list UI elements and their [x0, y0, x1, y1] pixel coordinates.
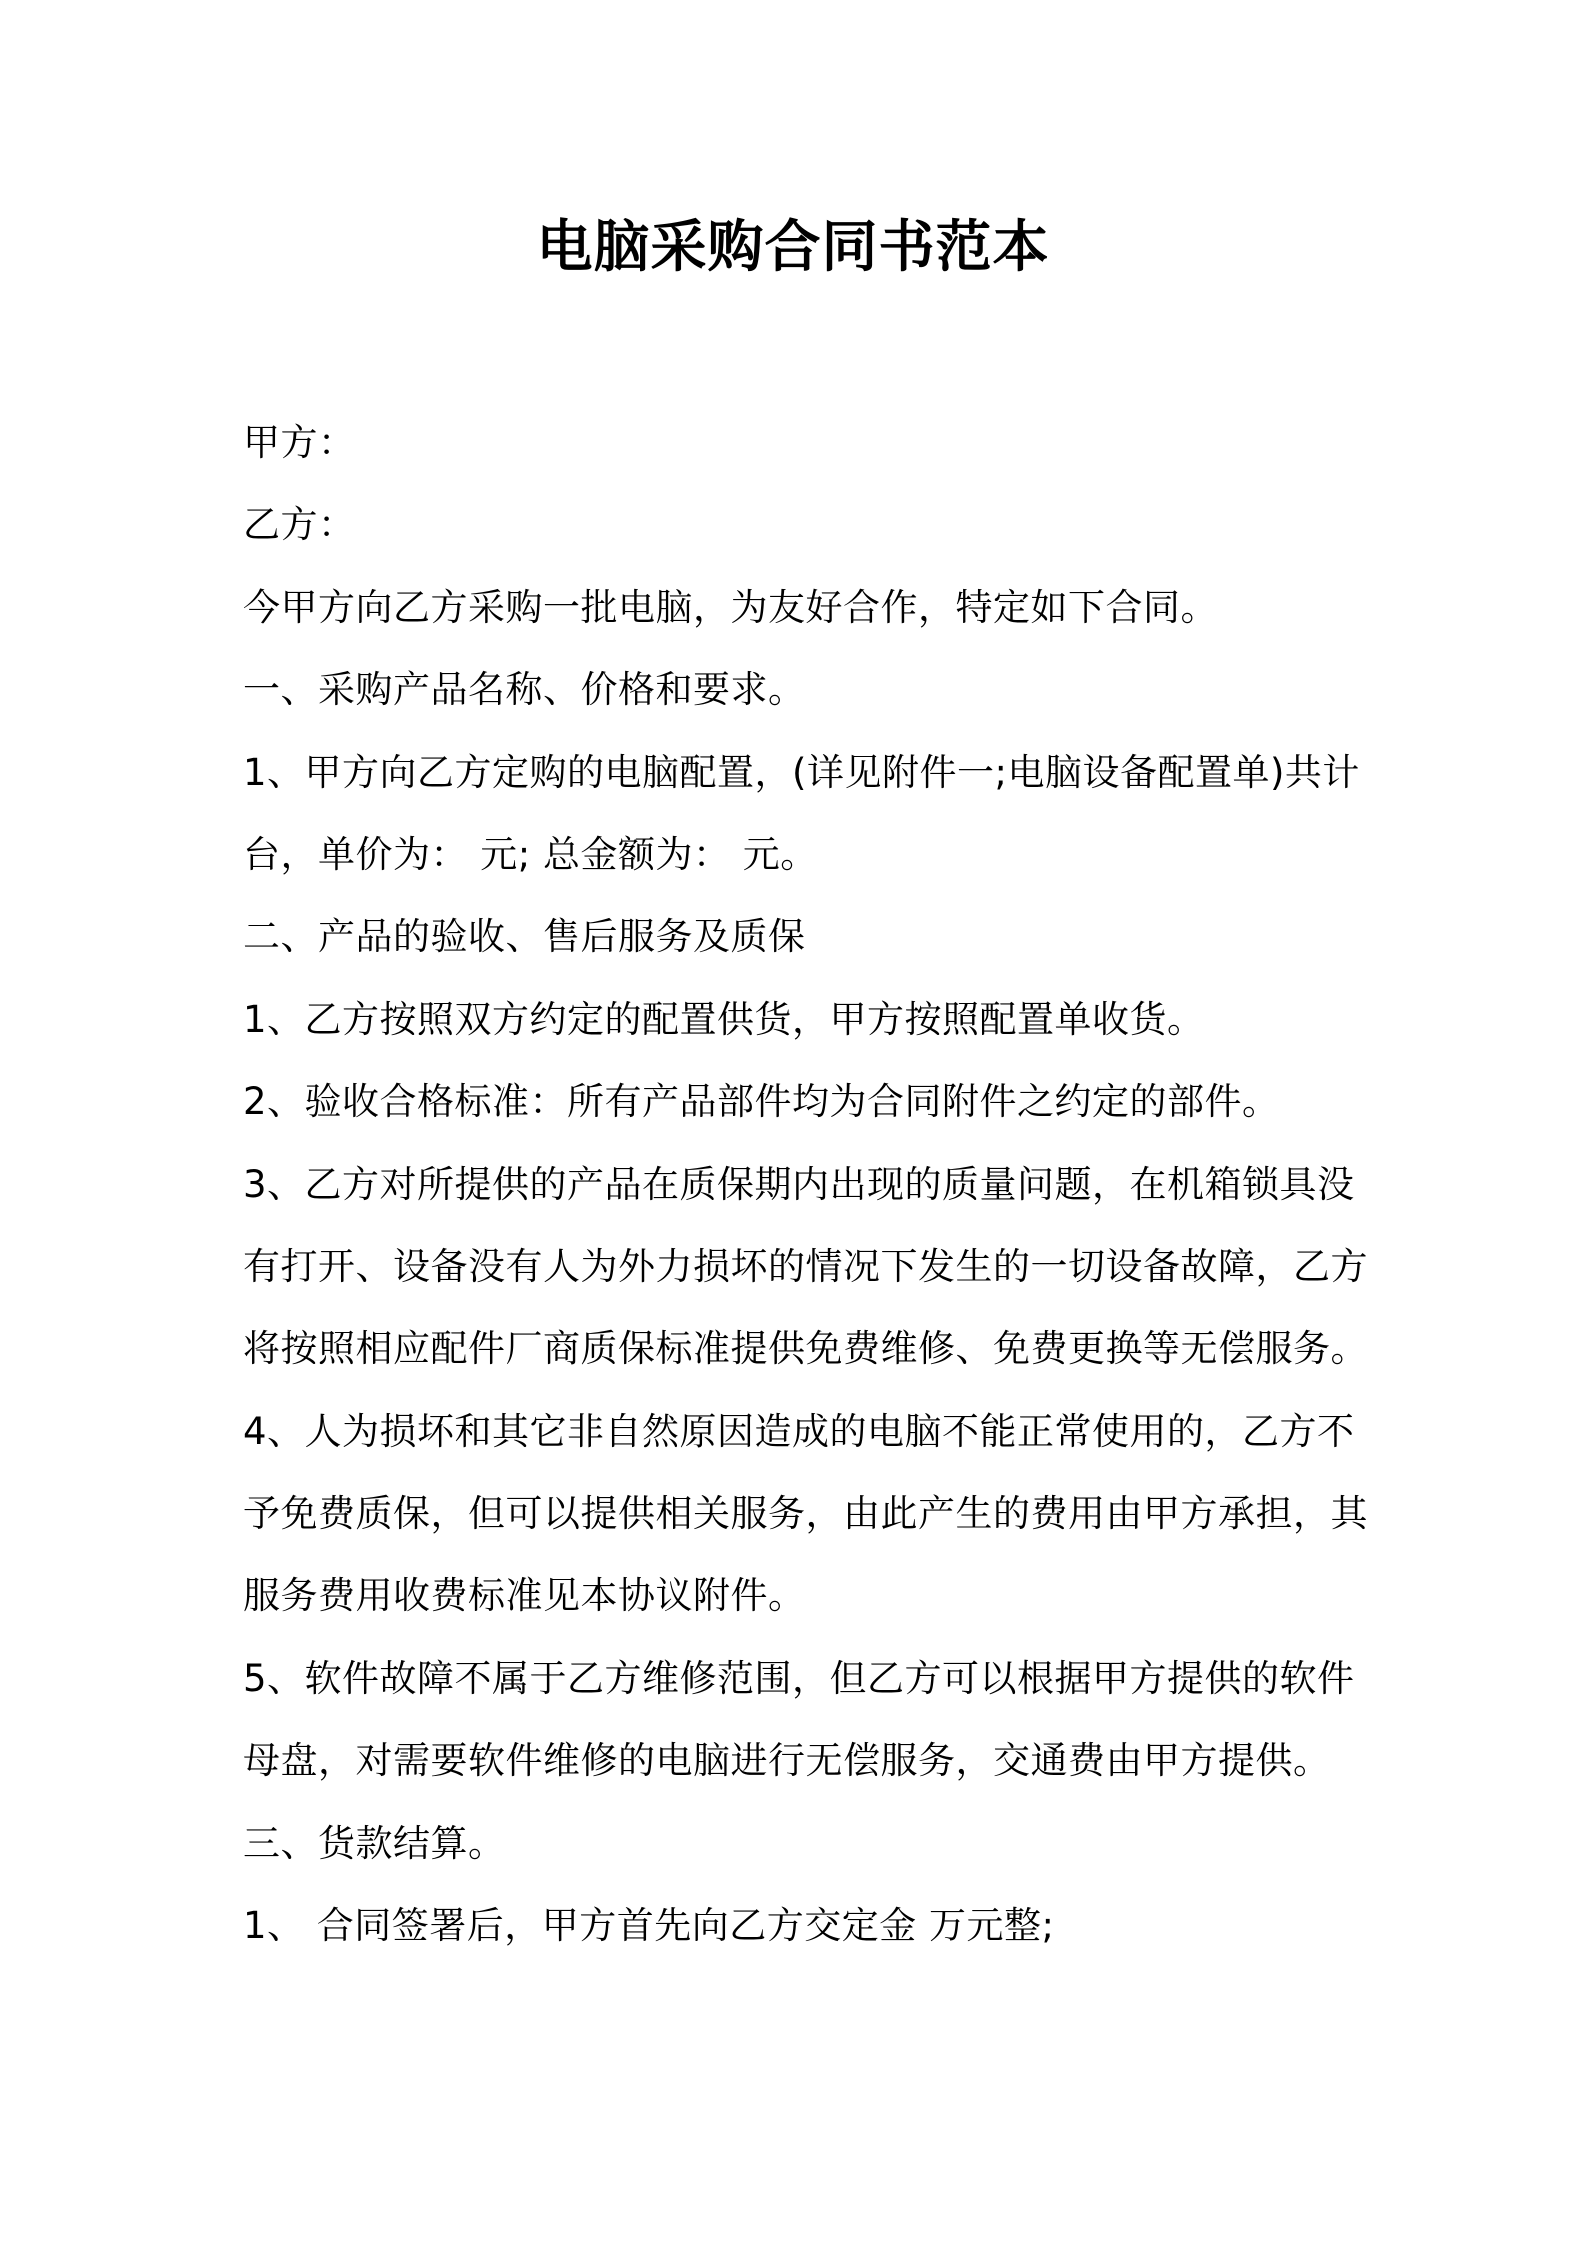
clause-1-1-line-2: 台，单价为： 元; 总金额为： 元。	[243, 832, 818, 876]
clause-2-5-line-1: 5、软件故障不属于乙方维修范围，但乙方可以根据甲方提供的软件	[243, 1656, 1355, 1700]
clause-2-1: 1、乙方按照双方约定的配置供货，甲方按照配置单收货。	[243, 997, 1205, 1041]
clause-3-1: 1、 合同签署后，甲方首先向乙方交定金 万元整;	[243, 1904, 1055, 1948]
party-a-line: 甲方：	[243, 421, 356, 464]
clause-2-2: 2、验收合格标准：所有产品部件均为合同附件之约定的部件。	[243, 1080, 1280, 1124]
section-1-heading: 一、采购产品名称、价格和要求。	[243, 668, 806, 712]
clause-2-5-line-2: 母盘，对需要软件维修的电脑进行无偿服务，交通费由甲方提供。	[243, 1739, 1331, 1783]
clause-1-1-line-1: 1、甲方向乙方定购的电脑配置，(详见附件一;电脑设备配置单)共计	[243, 750, 1360, 794]
document-title: 电脑采购合同书范本	[536, 215, 1050, 280]
clause-2-4-line-3: 服务费用收费标准见本协议附件。	[243, 1574, 806, 1618]
document-body	[243, 402, 1368, 1967]
clause-2-3-line-3: 将按照相应配件厂商质保标准提供免费维修、免费更换等无偿服务。	[243, 1327, 1368, 1371]
section-2-heading: 二、产品的验收、售后服务及质保	[243, 915, 806, 959]
preamble-line: 今甲方向乙方采购一批电脑，为友好合作，特定如下合同。	[243, 585, 1218, 629]
party-b-line: 乙方：	[243, 503, 356, 547]
clause-2-4-line-2: 予免费质保，但可以提供相关服务，由此产生的费用由甲方承担，其	[243, 1492, 1368, 1536]
clause-2-3-line-2: 有打开、设备没有人为外力损坏的情况下发生的一切设备故障，乙方	[243, 1244, 1368, 1288]
clause-2-4-line-1: 4、人为损坏和其它非自然原因造成的电脑不能正常使用的，乙方不	[243, 1409, 1355, 1453]
clause-2-3-line-1: 3、乙方对所提供的产品在质保期内出现的质量问题，在机箱锁具没	[243, 1162, 1355, 1206]
section-3-heading: 三、货款结算。	[243, 1821, 506, 1865]
